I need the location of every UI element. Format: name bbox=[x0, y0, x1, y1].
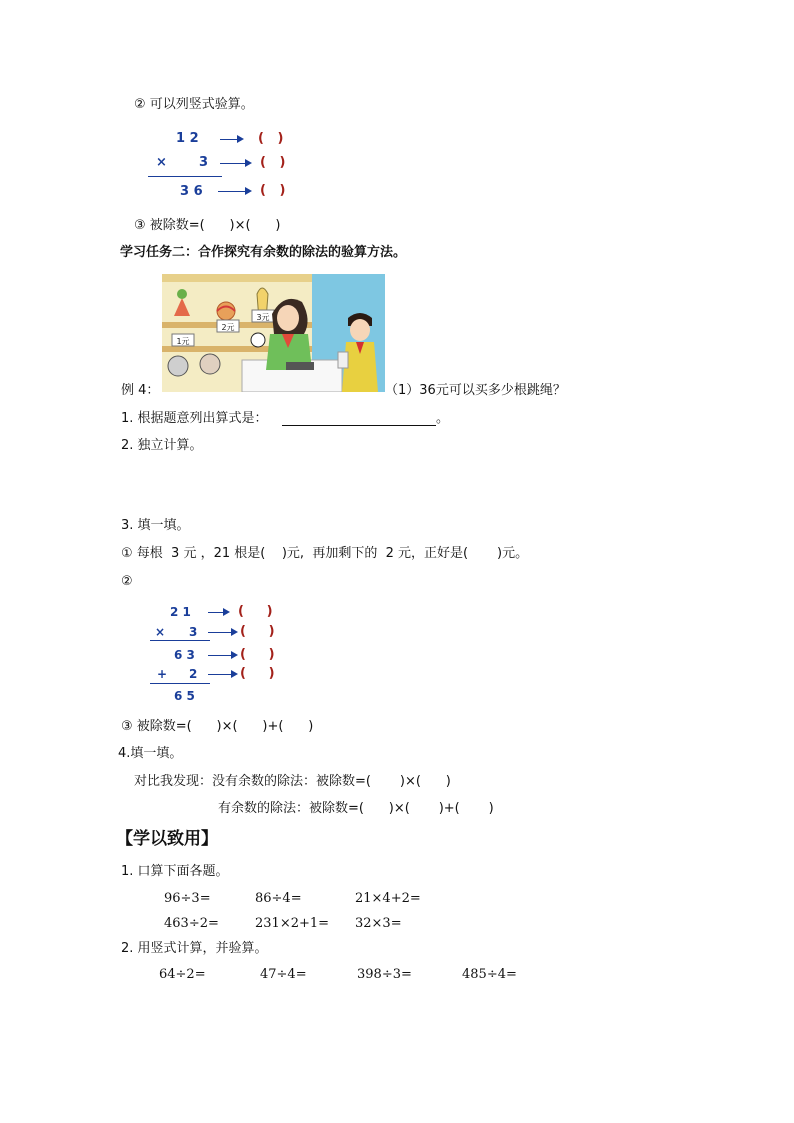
vertical-row-1: 1 2 bbox=[176, 131, 199, 146]
arrow-icon bbox=[208, 612, 228, 613]
answer-blank[interactable]: ( ) bbox=[240, 624, 275, 639]
exercise-1-item: 32×3= bbox=[355, 916, 402, 931]
item-2-label: ② 可以列竖式验算。 bbox=[134, 97, 254, 112]
q1-period: 。 bbox=[436, 411, 450, 426]
shop-illustration bbox=[162, 274, 385, 392]
exercise-1-item: 86÷4= bbox=[255, 891, 302, 906]
arrow-icon bbox=[208, 632, 236, 633]
vertical-rule bbox=[150, 683, 210, 684]
vertical-row-2: 3 bbox=[199, 155, 209, 170]
vertical-row-4: 2 bbox=[189, 667, 198, 681]
q3-line-1: ① 每根 3 元 ，21 根是( )元, 再加剩下的 2 元，正好是( )元。 bbox=[121, 546, 529, 561]
vertical-result: 6 5 bbox=[174, 689, 195, 703]
exercise-1-item: 231×2+1= bbox=[255, 916, 330, 931]
exercise-1-title: 1. 口算下面各题。 bbox=[121, 864, 229, 879]
arrow-icon bbox=[208, 655, 236, 656]
multiply-operator: × bbox=[156, 155, 167, 170]
vertical-rule bbox=[150, 640, 210, 641]
vertical-result: 3 6 bbox=[180, 184, 203, 199]
vertical-row-2: 3 bbox=[189, 625, 198, 639]
example-4-question: （1）36元可以买多少根跳绳？ bbox=[385, 383, 566, 398]
price-tag-3: 3元 bbox=[256, 313, 270, 322]
q4-line-1: 对比我发现：没有余数的除法：被除数=( )×( ) bbox=[134, 774, 451, 789]
arrow-icon bbox=[208, 674, 236, 675]
arrow-icon bbox=[218, 191, 250, 192]
multiply-operator: × bbox=[155, 625, 166, 639]
q4-title: 4.填一填。 bbox=[118, 746, 183, 761]
q2-label: 2. 独立计算。 bbox=[121, 438, 203, 453]
vertical-row-3: 6 3 bbox=[174, 648, 195, 662]
answer-blank[interactable]: ( ) bbox=[260, 183, 286, 198]
exercise-1-item: 463÷2= bbox=[164, 916, 219, 931]
price-tag-2: 2元 bbox=[221, 323, 235, 332]
answer-blank[interactable]: ( ) bbox=[258, 131, 284, 146]
example-4-label: 例 4： bbox=[121, 383, 160, 398]
answer-blank[interactable]: ( ) bbox=[240, 666, 275, 681]
answer-blank[interactable]: ( ) bbox=[240, 647, 275, 662]
exercise-2-title: 2. 用竖式计算，并验算。 bbox=[121, 941, 268, 956]
plus-operator: + bbox=[157, 667, 168, 681]
q1-label: 1. 根据题意列出算式是： bbox=[121, 411, 268, 426]
item-3-formula: ③ 被除数=( )×( ) bbox=[134, 218, 281, 233]
vertical-rule bbox=[148, 176, 222, 177]
exercise-2-item: 485÷4= bbox=[462, 967, 517, 982]
q1-answer-line[interactable] bbox=[282, 425, 436, 426]
q3-item-2: ② bbox=[121, 574, 133, 589]
price-tag-1: 1元 bbox=[176, 337, 190, 346]
q4-line-2: 有余数的除法：被除数=( )×( )+( ) bbox=[218, 801, 494, 816]
exercise-2-item: 64÷2= bbox=[159, 967, 206, 982]
exercise-1-item: 21×4+2= bbox=[355, 891, 421, 906]
section-heading: 【学以致用】 bbox=[116, 829, 218, 849]
arrow-icon bbox=[220, 139, 242, 140]
vertical-row-1: 2 1 bbox=[170, 605, 191, 619]
exercise-1-item: 96÷3= bbox=[164, 891, 211, 906]
q3-title: 3. 填一填。 bbox=[121, 518, 190, 533]
answer-blank[interactable]: ( ) bbox=[238, 604, 273, 619]
task-2-heading: 学习任务二：合作探究有余数的除法的验算方法。 bbox=[120, 245, 407, 260]
exercise-2-item: 398÷3= bbox=[357, 967, 412, 982]
arrow-icon bbox=[220, 163, 250, 164]
q3-item-3: ③ 被除数=( )×( )+( ) bbox=[121, 719, 314, 734]
answer-blank[interactable]: ( ) bbox=[260, 155, 286, 170]
exercise-2-item: 47÷4= bbox=[260, 967, 307, 982]
